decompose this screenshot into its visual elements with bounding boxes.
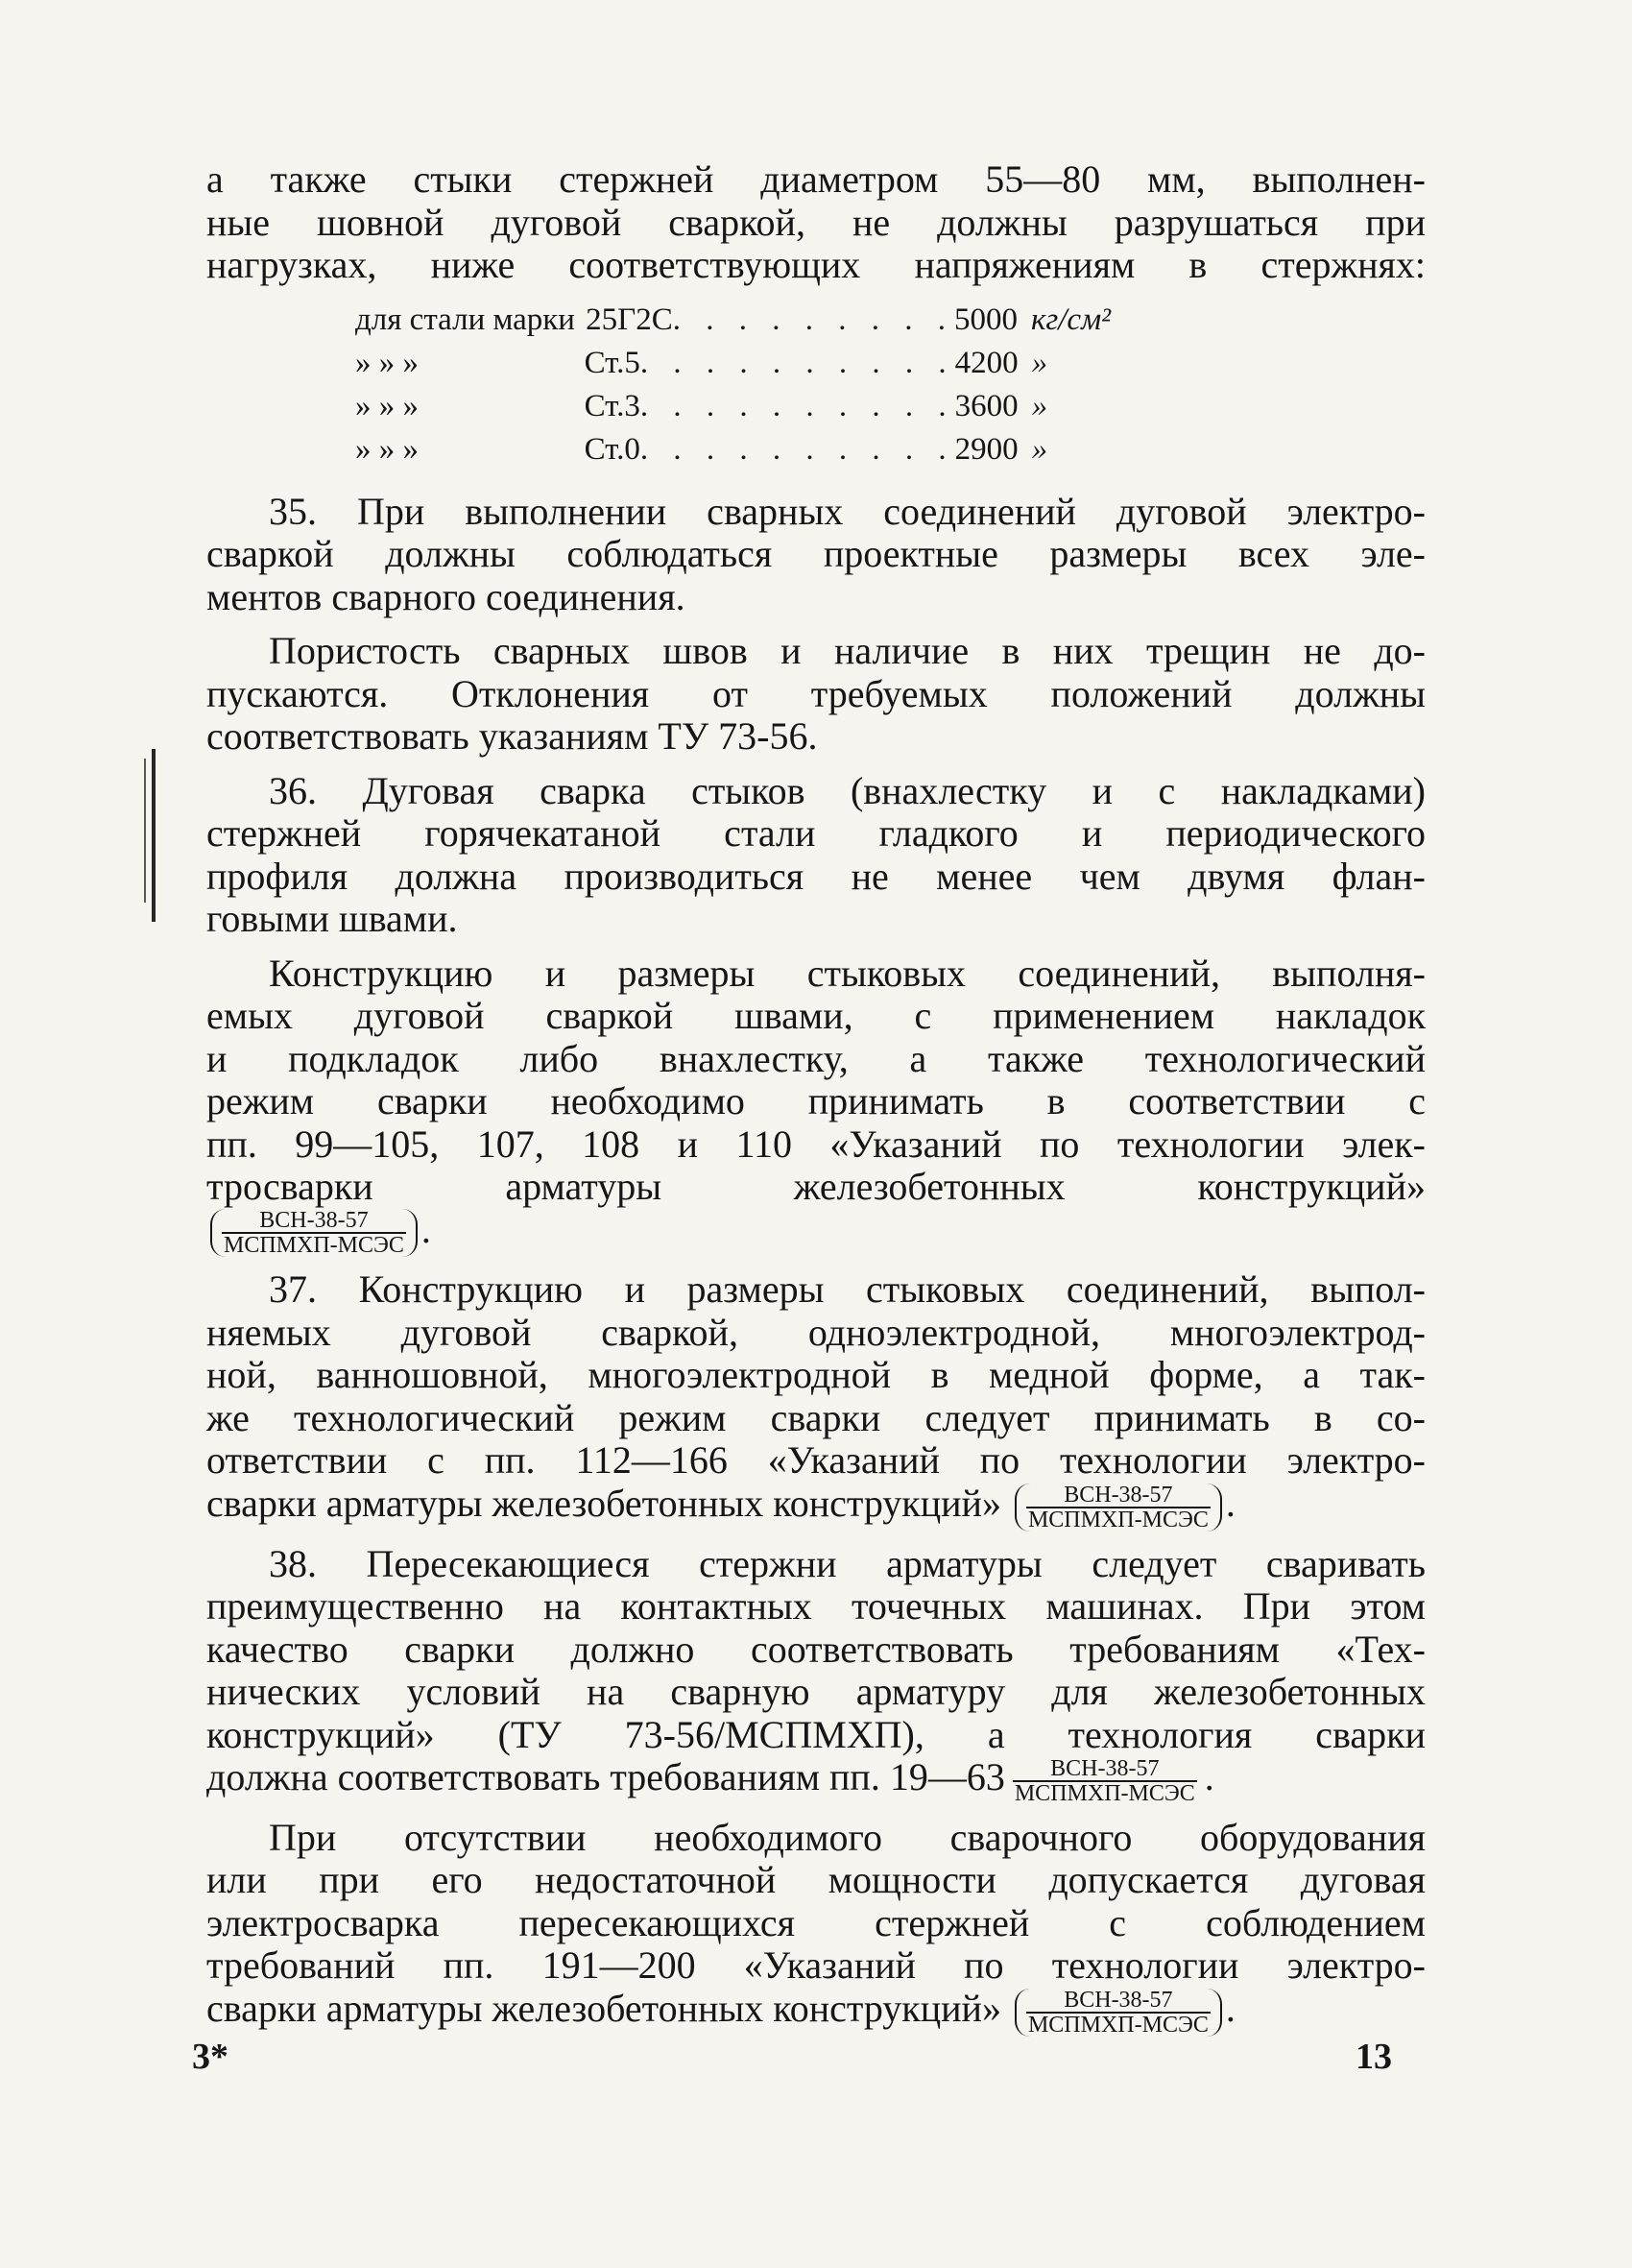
text-fragment: должна соответствовать требованиям пп. 19—63 — [206, 1755, 1005, 1799]
text-line — [206, 1209, 1426, 1258]
text-line: профиля должна производиться не менее чем двумя флан- — [206, 854, 1426, 898]
text-line: ментов сварного соединения. — [206, 574, 685, 618]
paragraph-38-continued — [206, 1817, 1426, 2037]
stress-value: 2900 — [954, 431, 1019, 467]
paragraph-36-continued — [206, 953, 1426, 1258]
text-fragment: сварки арматуры железобетонных конструкций» — [206, 1481, 1001, 1525]
fraction-numerator: ВСН-38-57 — [259, 1208, 369, 1234]
steel-grade: Ст.0 — [584, 431, 640, 467]
text-line: соответствовать указаниям ТУ 73-56. — [206, 714, 818, 758]
leader-dots: . . . . . . . . . . — [639, 431, 955, 467]
text-line: пп. 99—105, 107, 108 и 110 «Указаний по технологии элек- — [206, 1122, 1426, 1166]
text-line: ные шовной дуговой сваркой, не должны разрушаться при — [206, 200, 1426, 244]
steel-row — [355, 428, 1123, 471]
fraction-numerator: ВСН-38-57 — [1064, 1987, 1173, 2013]
leader-dots: . . . . . . . . . . — [639, 345, 955, 380]
fraction-denominator: МСПМХП-МСЭС — [224, 1233, 404, 1259]
trailing-punct: . — [1225, 1986, 1236, 2030]
text-line: Пористость сварных швов и наличие в них трещин не до- — [269, 629, 1426, 672]
fraction-numerator: ВСН-38-57 — [1050, 1755, 1160, 1781]
text-line: же технологический режим сварки следует принимать в со- — [206, 1395, 1426, 1439]
text-line: качество сварки должно соответствовать требованиям «Тех- — [206, 1627, 1426, 1671]
steel-prefix: » » » — [355, 388, 419, 423]
text-line: или при его недостаточной мощности допускается дуговая — [206, 1858, 1426, 1902]
page-number: 13 — [1356, 2037, 1392, 2077]
stress-unit: » — [1031, 431, 1048, 467]
stress-value: 3600 — [954, 388, 1019, 423]
steel-row — [355, 385, 1123, 428]
text-line: тросварки арматуры железобетонных конструкций» — [206, 1165, 1426, 1208]
text-line: ной, ванношовной, многоэлектродной в медной форме, а так- — [206, 1353, 1426, 1397]
stress-value: 5000 — [953, 302, 1018, 337]
text-line: и подкладок либо внахлестку, а также технологический — [206, 1036, 1426, 1080]
trailing-punct: . — [1225, 1481, 1236, 1525]
text-line: Конструкцию и размеры стыковых соединений, выполня- — [269, 951, 1426, 995]
steel-grade: 25Г2С — [586, 302, 673, 337]
text-line: емых дуговой сваркой швами, с применением накладок — [206, 994, 1426, 1037]
leader-dots: . . . . . . . . . . — [639, 388, 955, 423]
text-line: ответствии с пп. 112—166 «Указаний по технологии электро- — [206, 1438, 1426, 1483]
steel-row — [355, 342, 1123, 385]
text-line: режим сварки необходимо принимать в соответствии с — [206, 1079, 1426, 1122]
text-line: пускаются. Отклонения от требуемых положений должны — [206, 671, 1426, 715]
text-line: няемых дуговой сваркой, одноэлектродной, многоэлектрод- — [206, 1310, 1426, 1354]
normative-reference-fraction — [1015, 1989, 1222, 2037]
stress-unit: кг/см² — [1030, 302, 1112, 337]
text-line: нических условий на сварную арматуру для железобетонных — [206, 1670, 1426, 1714]
paragraph-38 — [206, 1543, 1426, 1805]
fraction-denominator: МСПМХП-МСЭС — [1027, 2012, 1209, 2038]
paragraph-35 — [206, 491, 1426, 619]
text-line: говыми швами. — [206, 897, 458, 940]
text-line: требований пп. 191—200 «Указаний по технологии электро- — [206, 1943, 1426, 1988]
text-line: 35. При выполнении сварных соединений дуговой электро- — [269, 489, 1426, 533]
steel-grade: Ст.5 — [584, 345, 640, 380]
text-line — [206, 1988, 1426, 2037]
text-line: 36. Дуговая сварка стыков (внахлестку и с накладками) — [269, 768, 1426, 812]
text-fragment: сварки арматуры железобетонных конструкций» — [206, 1986, 1001, 2030]
text-line — [206, 1756, 1426, 1805]
text-line: конструкций» (ТУ 73-56/МСПМХП), а технология сварки — [206, 1712, 1426, 1756]
steel-prefix: для стали марки — [355, 302, 575, 337]
steel-stress-table — [355, 299, 1123, 471]
leader-dots: . . . . . . . . . — [672, 302, 954, 337]
text-line — [206, 1483, 1426, 1532]
steel-prefix: » » » — [355, 431, 419, 467]
normative-reference-fraction — [210, 1209, 418, 1257]
text-line: нагрузках, ниже соответствующих напряжениям в стержнях: — [206, 243, 1426, 286]
stress-unit: » — [1031, 345, 1048, 380]
steel-row — [355, 299, 1123, 342]
paragraph-35-continued — [206, 630, 1426, 759]
text-line: электросварка пересекающихся стержней с соблюдением — [206, 1900, 1426, 1944]
normative-reference-fraction — [1009, 1757, 1201, 1805]
document-page — [206, 158, 1426, 2048]
paragraph-36 — [206, 770, 1426, 941]
text-line: 38. Пересекающиеся стержни арматуры следует сваривать — [269, 1541, 1426, 1585]
signature-mark: 3* — [192, 2037, 228, 2077]
paragraph-37 — [206, 1268, 1426, 1531]
stress-value: 4200 — [954, 345, 1019, 380]
margin-change-bar-thin — [144, 759, 146, 903]
stress-unit: » — [1031, 388, 1048, 423]
margin-change-bar — [152, 749, 156, 922]
text-line: стержней горячекатаной стали гладкого и периодического — [206, 811, 1426, 855]
fraction-denominator: МСПМХП-МСЭС — [1014, 1780, 1195, 1806]
intro-paragraph — [206, 158, 1426, 287]
text-line: 37. Конструкцию и размеры стыковых соединений, выпол- — [269, 1267, 1426, 1312]
trailing-punct: . — [1204, 1755, 1214, 1799]
text-line: а также стыки стержней диаметром 55—80 мм, выполнен- — [206, 157, 1426, 201]
steel-grade: Ст.3 — [584, 388, 640, 423]
fraction-numerator: ВСН-38-57 — [1064, 1482, 1173, 1508]
text-line: преимущественно на контактных точечных машинах. При этом — [206, 1584, 1426, 1629]
fraction-denominator: МСПМХП-МСЭС — [1027, 1507, 1209, 1532]
text-line: сваркой должны соблюдаться проектные размеры всех эле- — [206, 532, 1426, 575]
steel-prefix: » » » — [355, 345, 419, 380]
text-line: При отсутствии необходимого сварочного оборудования — [269, 1815, 1426, 1859]
page-footer — [192, 2036, 1392, 2078]
trailing-punct: . — [420, 1207, 431, 1251]
normative-reference-fraction — [1015, 1484, 1222, 1532]
